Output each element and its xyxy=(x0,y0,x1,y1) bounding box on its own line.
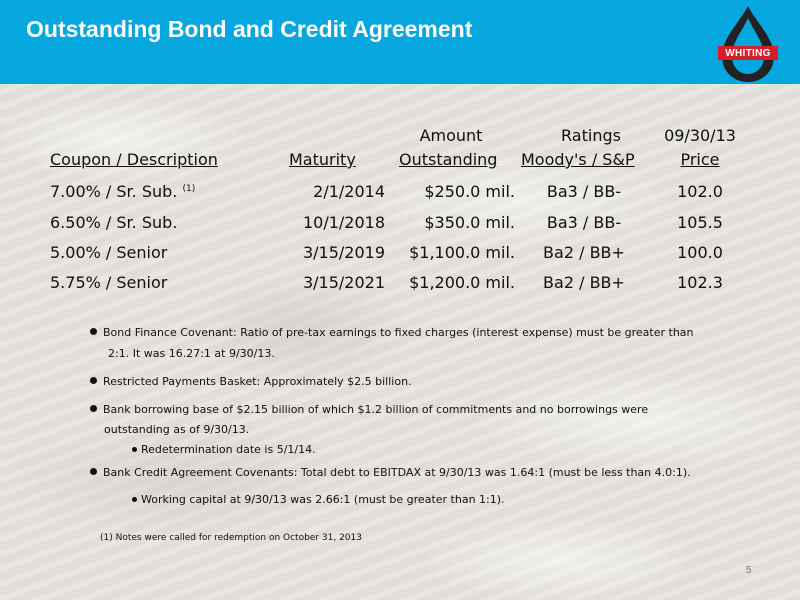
page-title: Outstanding Bond and Credit Agreement xyxy=(26,16,473,42)
bullet-dot-icon xyxy=(90,405,97,412)
table-row-2-description: 6.50% / Sr. Sub. xyxy=(50,213,178,232)
table-row-1-description: 7.00% / Sr. Sub. $^{(1)}$ xyxy=(50,182,196,201)
bullet-restricted-payments: Restricted Payments Basket: Approximately $2.5 billion. xyxy=(90,375,412,388)
table-row-3-ratings: Ba2 / BB+ xyxy=(543,243,625,262)
table-row-3-maturity: 3/15/2019 xyxy=(302,243,385,262)
page-number: 5 xyxy=(746,565,752,576)
ratings-header-top: Ratings xyxy=(561,126,621,145)
table-row-3-amount: $1,100.0 mil. xyxy=(409,243,515,262)
description-header: Coupon / Description xyxy=(50,150,218,169)
table-row-4-description: 5.75% / Senior xyxy=(50,273,168,292)
bullet-borrowing-base-cont: outstanding as of 9/30/13. xyxy=(104,423,250,436)
table-row-1-amount: $250.0 mil. xyxy=(424,182,515,201)
sub-bullet-working-capital: Working capital at 9/30/13 was 2.66:1 (must be greater than 1:1). xyxy=(132,493,505,506)
table-row-1-ratings: Ba3 / BB- xyxy=(546,182,622,201)
table-row-2-price: 105.5 xyxy=(677,213,723,232)
title-bar xyxy=(0,0,800,84)
amount-header-top: Amount xyxy=(419,126,483,145)
table-row-2-amount: $350.0 mil. xyxy=(424,213,515,232)
table-row-1-maturity: 2/1/2014 xyxy=(313,182,385,201)
sub-bullet-dot-icon xyxy=(132,447,137,452)
whiting-logo xyxy=(700,4,796,84)
price-header-top: 09/30/13 xyxy=(664,126,736,145)
amount-header: Outstanding xyxy=(399,150,498,169)
table-row-1-price: 102.0 xyxy=(677,182,723,201)
bullet-dot-icon xyxy=(90,328,97,335)
bullet-bond-covenant-cont: 2:1. It was 16.27:1 at 9/30/13. xyxy=(108,347,275,360)
ratings-header: Moody's / S&P xyxy=(521,150,635,169)
table-row-2-ratings: Ba3 / BB- xyxy=(546,213,622,232)
sub-bullet-redetermination: Redetermination date is 5/1/14. xyxy=(132,443,316,456)
maturity-header: Maturity xyxy=(289,150,356,169)
bullet-dot-icon xyxy=(90,377,97,384)
bullet-borrowing-base: Bank borrowing base of $2.15 billion of which $1.2 billion of commitments and no borrowings were xyxy=(90,403,648,416)
table-row-4-price: 102.3 xyxy=(677,273,723,292)
logo-text: WHITING xyxy=(725,48,771,59)
table-row-4-ratings: Ba2 / BB+ xyxy=(543,273,625,292)
table-row-4-amount: $1,200.0 mil. xyxy=(409,273,515,292)
bullet-bond-covenant: Bond Finance Covenant: Ratio of pre-tax earnings to fixed charges (interest expense) must be greater than xyxy=(90,326,694,339)
price-header: Price xyxy=(680,150,720,169)
footnote: (1) Notes were called for redemption on October 31, 2013 xyxy=(100,533,362,543)
bullet-credit-covenants: Bank Credit Agreement Covenants: Total debt to EBITDAX at 9/30/13 was 1.64:1 (must be less than 4.0:1). xyxy=(90,466,691,479)
table-row-3-price: 100.0 xyxy=(677,243,723,262)
table-row-4-maturity: 3/15/2021 xyxy=(302,273,385,292)
bullet-dot-icon xyxy=(90,468,97,475)
sub-bullet-dot-icon xyxy=(132,497,137,502)
table-row-3-description: 5.00% / Senior xyxy=(50,243,168,262)
table-row-2-maturity: 10/1/2018 xyxy=(302,213,385,232)
